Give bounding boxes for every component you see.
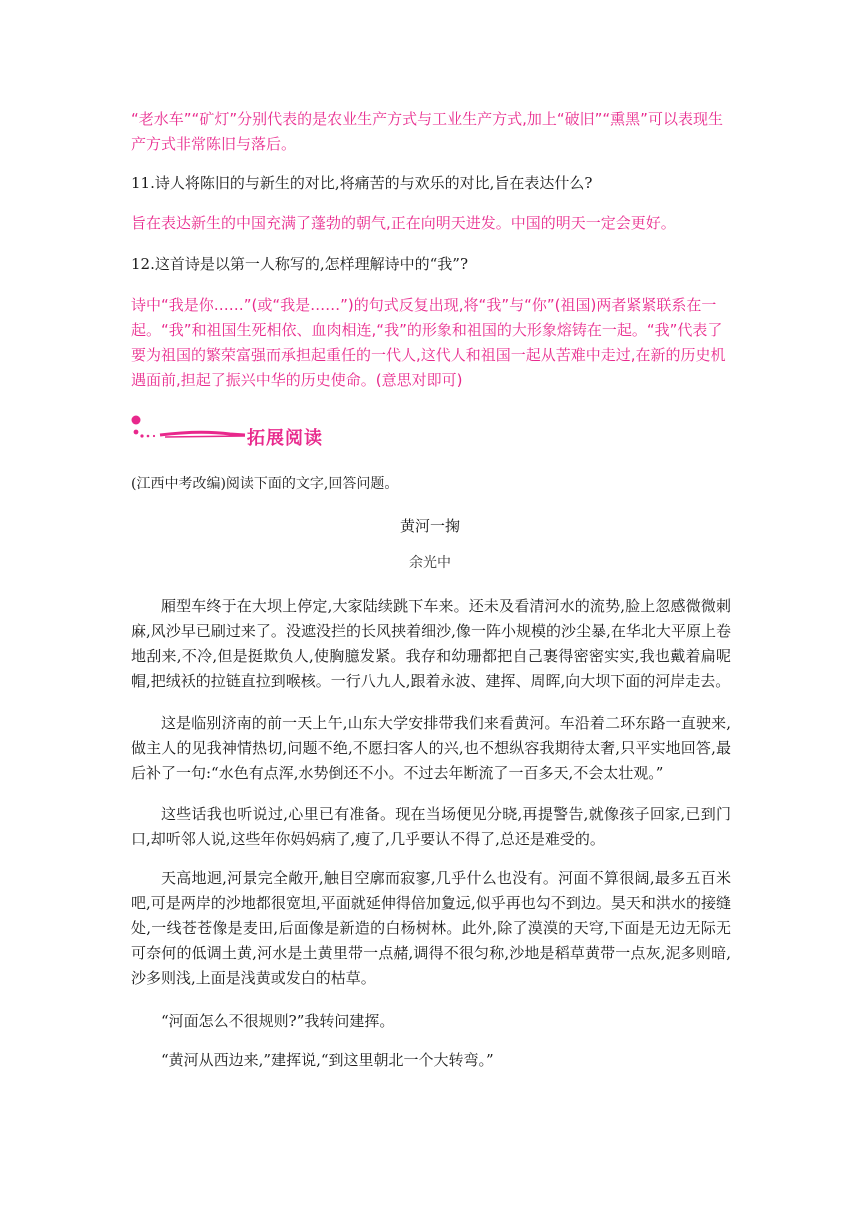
article-paragraph: “黄河从西边来,”建挥说,“到这里朝北一个大转弯。” bbox=[161, 1051, 494, 1069]
article-title: 黄河一掬 bbox=[399, 517, 460, 535]
article-paragraph: 这是临别济南的前一天上午,山东大学安排带我们来看黄河。车沿着二环东路一直驶来,做主人的见我神情热切,问题不绝,不愿扫客人的兴,也不想纵容我期待太奢,只平实地回答,最后补了一句:“水色有点浑,水势倒还不小。不过去年断流了一百多天,不会太壮观。” bbox=[131, 714, 731, 782]
answer-10: “老水车”“矿灯”分别代表的是农业生产方式与工业生产方式,加上“破旧”“熏黑”可以表现生产方式非常陈旧与落后。 bbox=[131, 110, 723, 153]
section-title: 拓展阅读 bbox=[247, 428, 323, 449]
reading-intro: (江西中考改编)阅读下面的文字,回答问题。 bbox=[131, 476, 399, 492]
article-paragraph: “河面怎么不很规则?”我转问建挥。 bbox=[161, 1012, 395, 1030]
question-11: 11.诗人将陈旧的与新生的对比,将痛苦的与欢乐的对比,旨在表达什么? bbox=[131, 174, 593, 192]
answer-12: 诗中“我是你……”(或“我是……”)的句式反复出现,将“我”与“你”(祖国)两者紧紧联系在一起。“我”和祖国生死相依、血肉相连,“我”的形象和祖国的大形象熔铸在一起。“我”代表了要为祖国的繁荣富强而承担起重任的一代人,这代人和祖国一起从苦难中走过,在新的历史机遇面前,担起了振兴中华的历史使命。(意思对即可) bbox=[131, 296, 726, 389]
answer-11: 旨在表达新生的中国充满了蓬勃的朝气,正在向明天进发。中国的明天一定会更好。 bbox=[131, 214, 676, 232]
article-author: 余光中 bbox=[409, 555, 451, 571]
article-paragraph: 厢型车终于在大坝上停定,大家陆续跳下车来。还未及看清河水的流势,脸上忽感微微刺麻,风沙早已刷过来了。没遮没拦的长风挟着细沙,像一阵小规模的沙尘暴,在华北大平原上卷地刮来,不冷,但是挺欺负人,使胸臆发紧。我存和幼珊都把自己裹得密密实实,我也戴着扁呢帽,把绒袄的拉链直拉到喉核。一行八九人,跟着永波、建挥、周晖,向大坝下面的河岸走去。 bbox=[131, 597, 731, 690]
section-header bbox=[130, 413, 390, 453]
article-paragraph: 天高地迥,河景完全敞开,触目空廓而寂寥,几乎什么也没有。河面不算很阔,最多五百米吧,可是两岸的沙地都很宽坦,平面就延伸得倍加夐远,似乎再也勾不到边。昊天和洪水的接缝处,一线苍苍像是麦田,后面像是新造的白杨树林。此外,除了漠漠的天穹,下面是无边无际无可奈何的低调土黄,河水是土黄里带一点赭,调得不很匀称,沙地是稻草黄带一点灰,泥多则暗,沙多则浅,上面是浅黄或发白的枯草。 bbox=[131, 869, 731, 987]
question-12: 12.这首诗是以第一人称写的,怎样理解诗中的“我”? bbox=[131, 255, 469, 273]
article-paragraph: 这些话我也听说过,心里已有准备。现在当场便见分晓,再提警告,就像孩子回家,已到门口,却听邻人说,这些年你妈妈病了,瘦了,几乎要认不得了,总还是难受的。 bbox=[131, 805, 731, 848]
section-decoration-icon bbox=[130, 413, 250, 453]
